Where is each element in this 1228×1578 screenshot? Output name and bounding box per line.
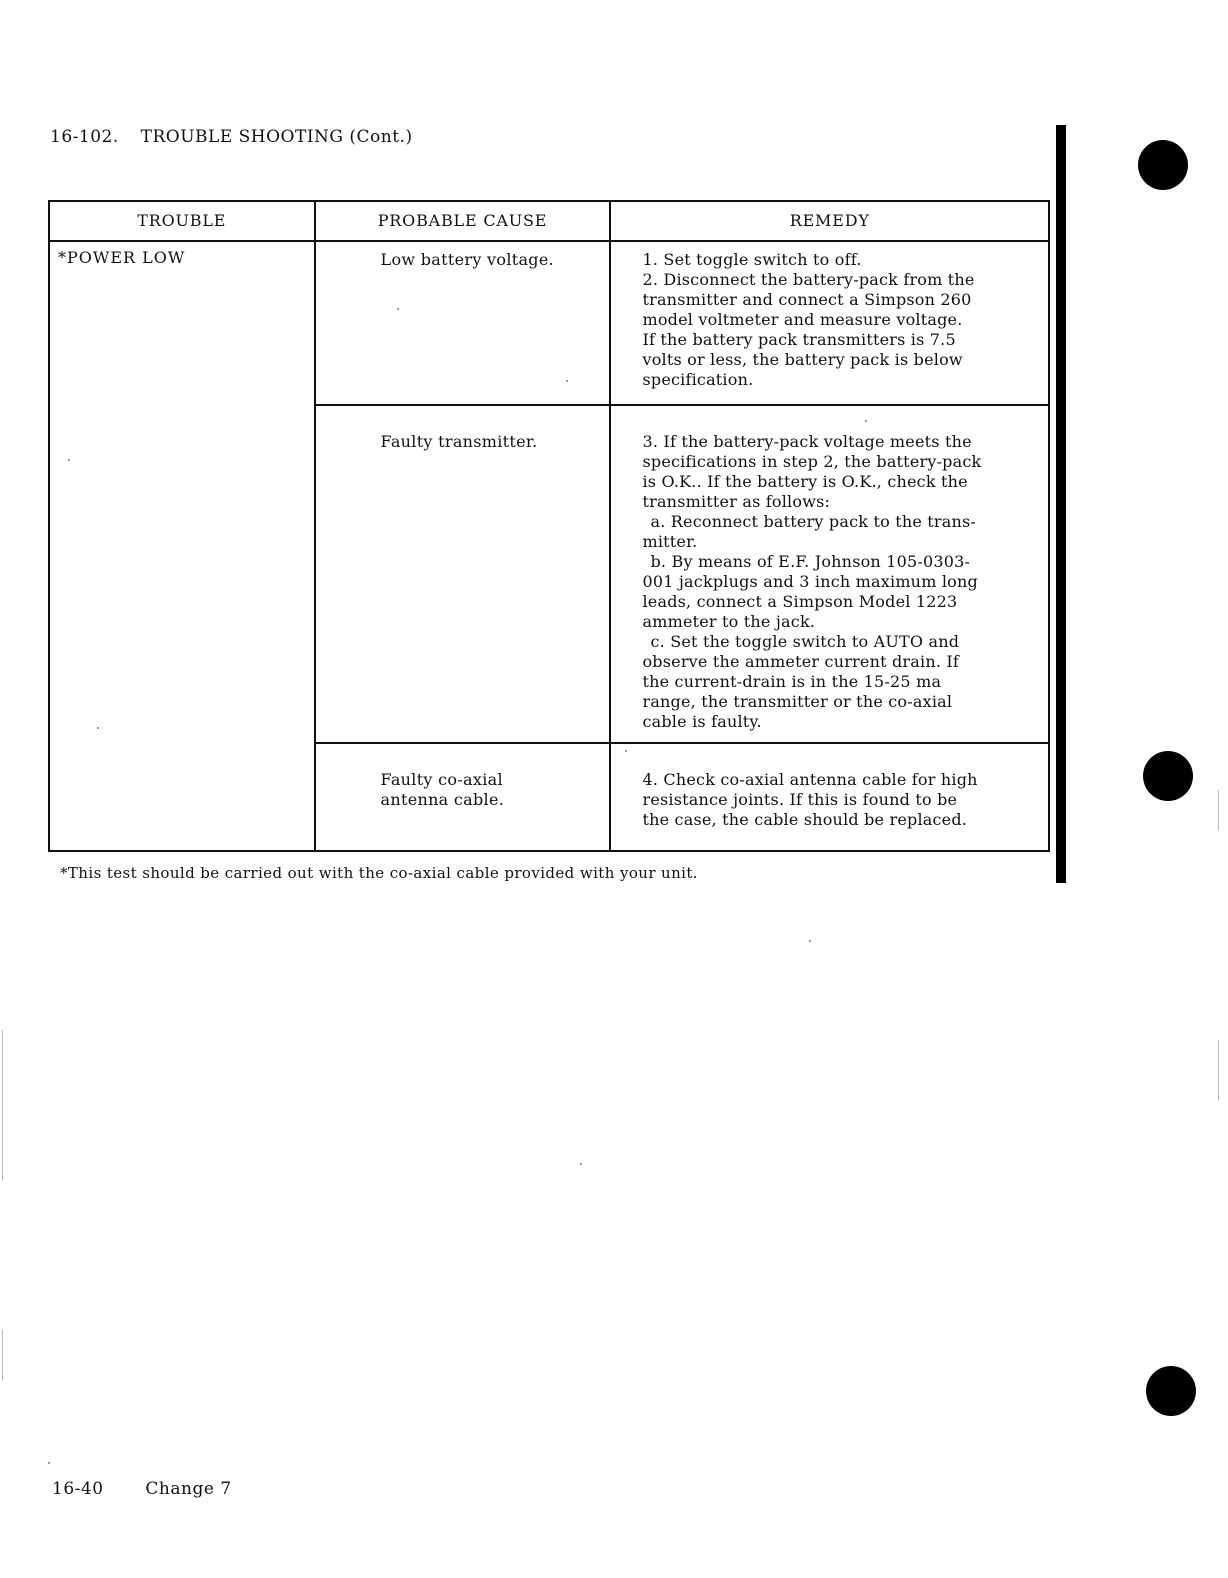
remedy-line: the case, the cable should be replaced. xyxy=(642,810,968,829)
remedy-line: b. By means of E.F. Johnson 105-0303- xyxy=(650,552,971,571)
scan-speck xyxy=(566,380,568,382)
remedy-line: 4. Check co-axial antenna cable for high xyxy=(642,770,978,789)
remedy-line: 2. Disconnect the battery-pack from the xyxy=(642,270,975,289)
remedy-line: observe the ammeter current drain. If xyxy=(642,652,960,671)
remedy-line: mitter. xyxy=(642,532,698,551)
header-trouble: TROUBLE xyxy=(49,201,315,241)
scan-speck xyxy=(580,1163,582,1165)
section-number: 16-102. xyxy=(50,127,119,147)
remedy-line: c. Set the toggle switch to AUTO and xyxy=(650,632,960,651)
remedy-line: If the battery pack transmitters is 7.5 xyxy=(642,330,956,349)
section-heading xyxy=(50,127,413,147)
punch-hole-middle xyxy=(1143,751,1193,801)
remedy-line: is O.K.. If the battery is O.K., check the xyxy=(642,472,968,491)
remedy-line: specification. xyxy=(642,370,754,389)
remedy-line: range, the transmitter or the co-axial xyxy=(642,692,953,711)
remedy-cell xyxy=(610,405,1049,743)
remedy-cell xyxy=(610,743,1049,851)
punch-hole-bottom xyxy=(1146,1366,1196,1416)
section-title: TROUBLE SHOOTING (Cont.) xyxy=(140,127,413,147)
scan-speck xyxy=(97,727,99,729)
scan-edge-mark xyxy=(1218,790,1219,830)
trouble-cell-power-low: *POWER LOW xyxy=(49,241,315,851)
remedy-line: volts or less, the battery pack is below xyxy=(642,350,963,369)
scan-speck xyxy=(68,459,70,461)
page-footer xyxy=(52,1479,232,1499)
scan-edge-mark xyxy=(2,1330,3,1380)
header-remedy: REMEDY xyxy=(610,201,1049,241)
remedy-line: transmitter as follows: xyxy=(642,492,831,511)
page-number: 16-40 xyxy=(52,1479,104,1499)
remedy-cell xyxy=(610,241,1049,405)
remedy-line: 1. Set toggle switch to off. xyxy=(642,250,862,269)
table-row xyxy=(49,241,1049,405)
cause-cell: Faulty transmitter. xyxy=(315,405,611,743)
change-number: Change 7 xyxy=(145,1479,232,1499)
trouble-shooting-table xyxy=(48,200,1050,852)
header-probable-cause: PROBABLE CAUSE xyxy=(315,201,611,241)
footnote: *This test should be carried out with the co-axial cable provided with your unit. xyxy=(60,864,698,882)
remedy-line: leads, connect a Simpson Model 1223 xyxy=(642,592,958,611)
scan-speck xyxy=(809,940,811,942)
scan-speck xyxy=(48,1462,50,1464)
table-header-row xyxy=(49,201,1049,241)
punch-hole-top xyxy=(1138,140,1188,190)
remedy-line: model voltmeter and measure voltage. xyxy=(642,310,963,329)
remedy-line: ammeter to the jack. xyxy=(642,612,816,631)
remedy-line: a. Reconnect battery pack to the trans- xyxy=(650,512,977,531)
remedy-line: 3. If the battery-pack voltage meets the xyxy=(642,432,972,451)
remedy-line: cable is faulty. xyxy=(642,712,762,731)
remedy-line: resistance joints. If this is found to be xyxy=(642,790,958,809)
scan-edge-mark xyxy=(2,1030,3,1180)
scan-speck xyxy=(625,750,627,752)
scan-edge-mark xyxy=(1218,1040,1219,1100)
scan-speck xyxy=(397,308,399,310)
remedy-line: 001 jackplugs and 3 inch maximum long xyxy=(642,572,978,591)
change-bar xyxy=(1056,125,1066,883)
cause-cell: Low battery voltage. xyxy=(315,241,611,405)
remedy-line: the current-drain is in the 15-25 ma xyxy=(642,672,942,691)
cause-cell: Faulty co-axial antenna cable. xyxy=(315,743,611,851)
remedy-line: transmitter and connect a Simpson 260 xyxy=(642,290,972,309)
scan-speck xyxy=(865,420,867,422)
remedy-line: specifications in step 2, the battery-pack xyxy=(642,452,982,471)
